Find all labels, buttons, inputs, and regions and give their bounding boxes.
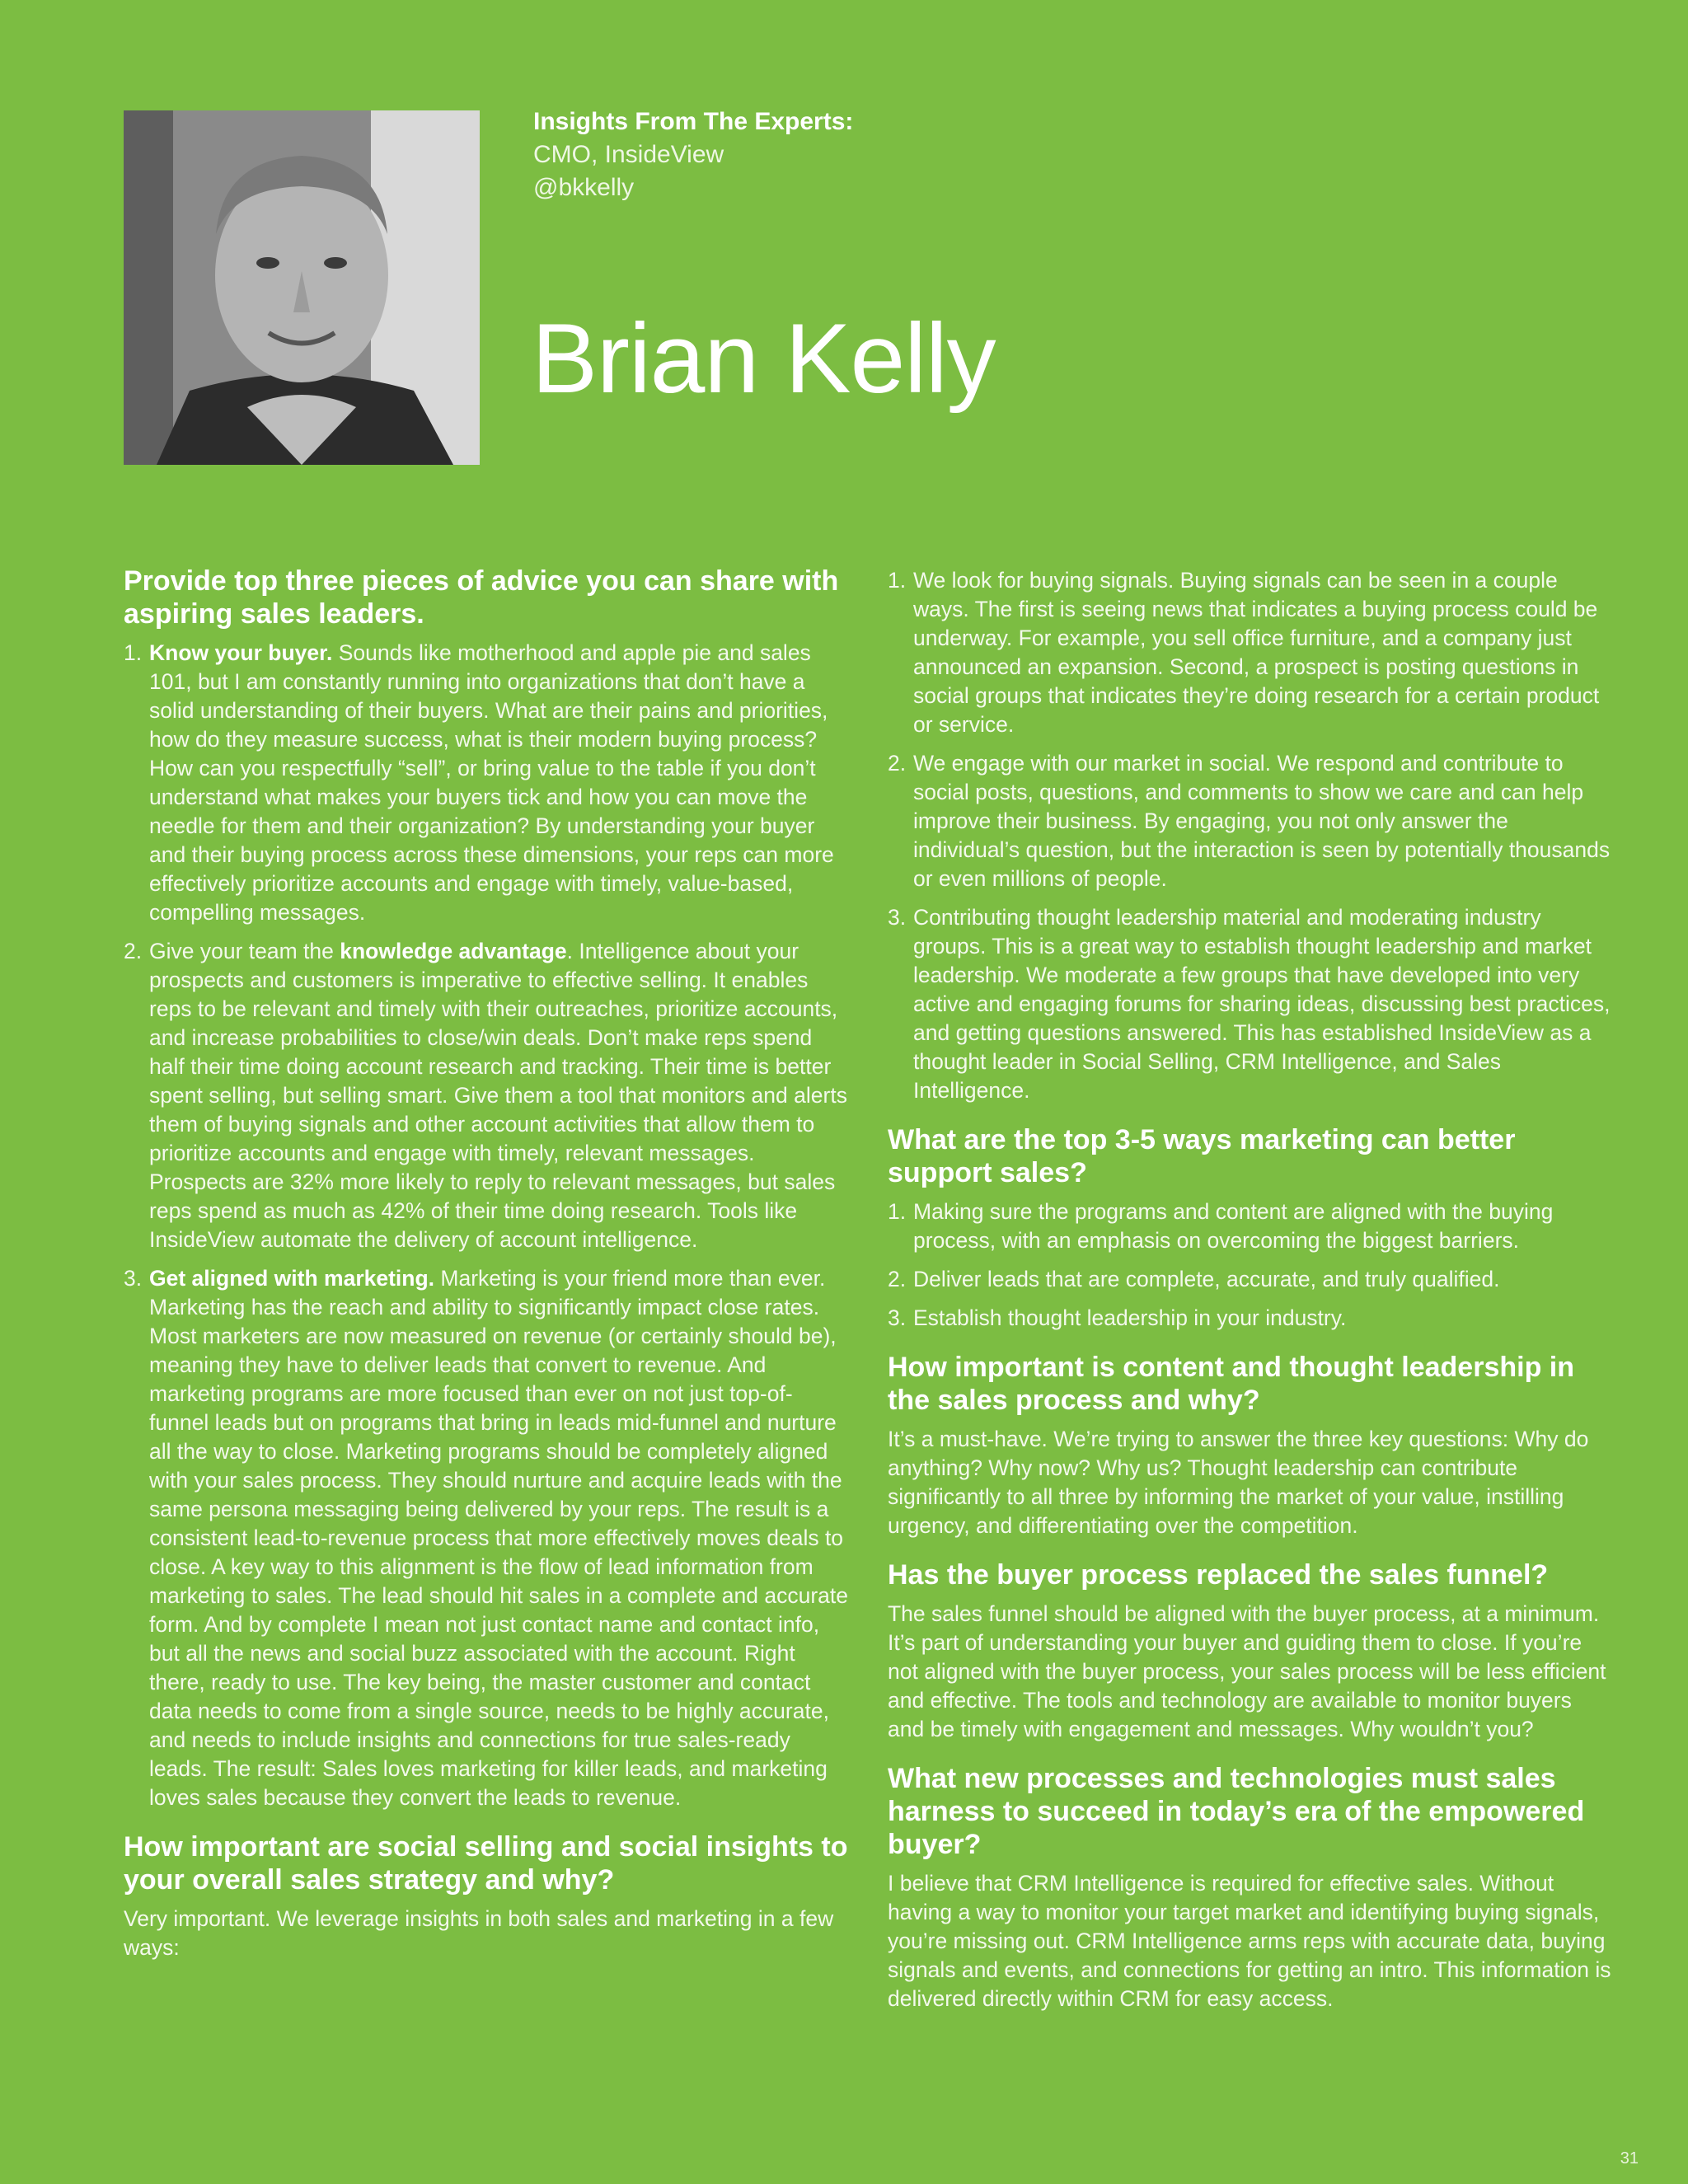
item-text: Deliver leads that are complete, accurate, and truly qualified. xyxy=(913,1267,1500,1291)
page-number: 31 xyxy=(1620,2149,1639,2168)
list-number: 2. xyxy=(124,939,143,963)
item-bold: Get aligned with marketing. xyxy=(149,1266,435,1291)
list-item xyxy=(888,1304,1613,1333)
item-text: Contributing thought leadership material and moderating industry groups. This is a great way to establish thought leadership and market leadership. We moderate a few groups that have developed into very active and engaging forums for sharing ideas, discussing best practices, and getting questions answered. This has established InsideView as a thought leader in Social Selling, CRM Intelligence, and Sales Intelligence. xyxy=(913,905,1611,1103)
item-text: Marketing is your friend more than ever. Marketing has the reach and ability to significantly impact close rates. Most marketers are now measured on revenue (or certainly should be), meaning they have to deliver leads that convert to revenue. And marketing programs are more focused than ever on not just top-of-funnel leads but on programs that bring in leads mid-funnel and nurture all the way to close. Marketing programs should be completely aligned with your sales process. They should nurture and acquire leads with the same persona messaging being delivered by your reps. The result is a consistent lead-to-revenue process that more effectively moves deals to close. A key way to this alignment is the flow of lead information from marketing to sales. The lead should hit sales in a complete and accurate form. And by complete I mean not just contact name and contact info, but all the news and social buzz associated with the account. Right there, ready to use. The key being, the master customer and contact data needs to come from a single source, needs to be highly accurate, and needs to include insights and connections for true sales-ready leads. The result: Sales loves marketing for killer leads, and marketing loves sales because they convert the leads to revenue. xyxy=(149,1266,848,1810)
list-number: 3. xyxy=(888,905,907,930)
list-number: 1. xyxy=(124,640,143,665)
list-number: 1. xyxy=(888,568,907,593)
list-number: 3. xyxy=(124,1266,143,1291)
list-item xyxy=(888,749,1613,893)
left-column xyxy=(124,565,849,1969)
question-buyer-process: Has the buyer process replaced the sales funnel? xyxy=(888,1559,1549,1591)
advice-list xyxy=(124,639,849,1812)
item-text: Making sure the programs and content are aligned with the buying process, with an emphasis on overcoming the biggest barriers. xyxy=(913,1199,1554,1253)
answer-social-selling: Very important. We leverage insights in both sales and marketing in a few ways: xyxy=(124,1906,834,1960)
list-item xyxy=(888,566,1613,739)
answer-new-processes: I believe that CRM Intelligence is required for effective sales. Without having a way to monitor your target market and identifying buying signals, you’re missing out. CRM Intelligence arms reps with accurate data, buying signals and events, and connections for getting an intro. This information is delivered directly within CRM for easy access. xyxy=(888,1871,1611,2011)
item-text: We engage with our market in social. We respond and contribute to social posts, questions, and comments to show we care and can help improve their business. By engaging, you not only answer the individual’s question, but the interaction is seen by potentially thousands or even millions of people. xyxy=(913,751,1611,891)
item-text: We look for buying signals. Buying signals can be seen in a couple ways. The first is seeing news that indicates a buying process could be underway. For example, you sell office furniture, and a company just announced an expansion. Second, a prospect is posting questions in social groups that indicates they’re doing research for a certain product or service. xyxy=(913,568,1600,737)
question-social-selling: How important are social selling and social insights to your overall sales strategy and why? xyxy=(124,1831,848,1896)
question-marketing-support: What are the top 3-5 ways marketing can better support sales? xyxy=(888,1124,1516,1188)
list-number: 2. xyxy=(888,1267,907,1291)
list-item xyxy=(124,937,849,1254)
intro-block xyxy=(533,105,853,204)
portrait-photo xyxy=(124,110,480,465)
marketing-support-list xyxy=(888,1197,1613,1333)
insights-label: Insights From The Experts: xyxy=(533,108,854,135)
question-new-processes: What new processes and technologies must sales harness to succeed in today’s era of the empowered buyer? xyxy=(888,1763,1585,1860)
item-text: . Intelligence about your prospects and customers is imperative to effective selling. It enables reps to be relevant and timely with their outreaches, prioritize accounts, and increase probabilities to close/win deals. Don’t make reps spend half their time doing account research and tracking. Their time is better spent selling, but selling smart. Give them a tool that monitors and alerts them of buying signals and other account activities that allow them to prioritize accounts and engage with timely, relevant messages. Prospects are 32% more likely to reply to relevant messages, but sales reps spend as much as 42% of their time doing research. Tools like InsideView automate the delivery of account intelligence. xyxy=(149,939,847,1252)
question-content-leadership: How important is content and thought leadership in the sales process and why? xyxy=(888,1352,1574,1416)
list-item xyxy=(124,639,849,927)
list-number: 2. xyxy=(888,751,907,776)
list-item xyxy=(888,903,1613,1105)
list-item xyxy=(888,1197,1613,1255)
role-title: CMO, InsideView xyxy=(533,141,724,168)
twitter-handle: @bkkelly xyxy=(533,174,635,201)
list-item xyxy=(888,1265,1613,1294)
item-bold: knowledge advantage xyxy=(340,939,567,963)
item-pre: Give your team the xyxy=(149,939,340,963)
expert-name: Brian Kelly xyxy=(532,303,996,414)
list-number: 3. xyxy=(888,1305,907,1330)
item-text: Establish thought leadership in your industry. xyxy=(913,1305,1347,1330)
item-text: Sounds like motherhood and apple pie and sales 101, but I am constantly running into organizations that don’t have a solid understanding of their buyers. What are their pains and priorities, how do they measure success, what is their modern buying process? How can you respectfully “sell”, or bring value to the table if you don’t understand what makes your buyers tick and how you can move the needle for them and their organization? By understanding your buyer and their buying process across these dimensions, your reps can more effectively prioritize accounts and engage with timely, value-based, compelling messages. xyxy=(149,640,834,925)
item-bold: Know your buyer. xyxy=(149,640,333,665)
social-ways-list xyxy=(888,566,1613,1105)
question-advice: Provide top three pieces of advice you can share with aspiring sales leaders. xyxy=(124,565,839,630)
list-number: 1. xyxy=(888,1199,907,1224)
answer-buyer-process: The sales funnel should be aligned with the buyer process, at a minimum. It’s part of understanding your buyer and guiding them to close. If you’re not aligned with the buyer process, your sales process will be less efficient and effective. The tools and technology are available to monitor buyers and be timely with engagement and messages. Why wouldn’t you? xyxy=(888,1601,1606,1741)
right-column xyxy=(888,566,1613,2020)
portrait-illustration xyxy=(124,110,480,465)
answer-content-leadership: It’s a must-have. We’re trying to answer the three key questions: Why do anything? Why now? Why us? Thought leadership can contribute significantly to all three by informing the market of your value, instilling urgency, and differentiating over the competition. xyxy=(888,1427,1589,1538)
list-item xyxy=(124,1264,849,1812)
